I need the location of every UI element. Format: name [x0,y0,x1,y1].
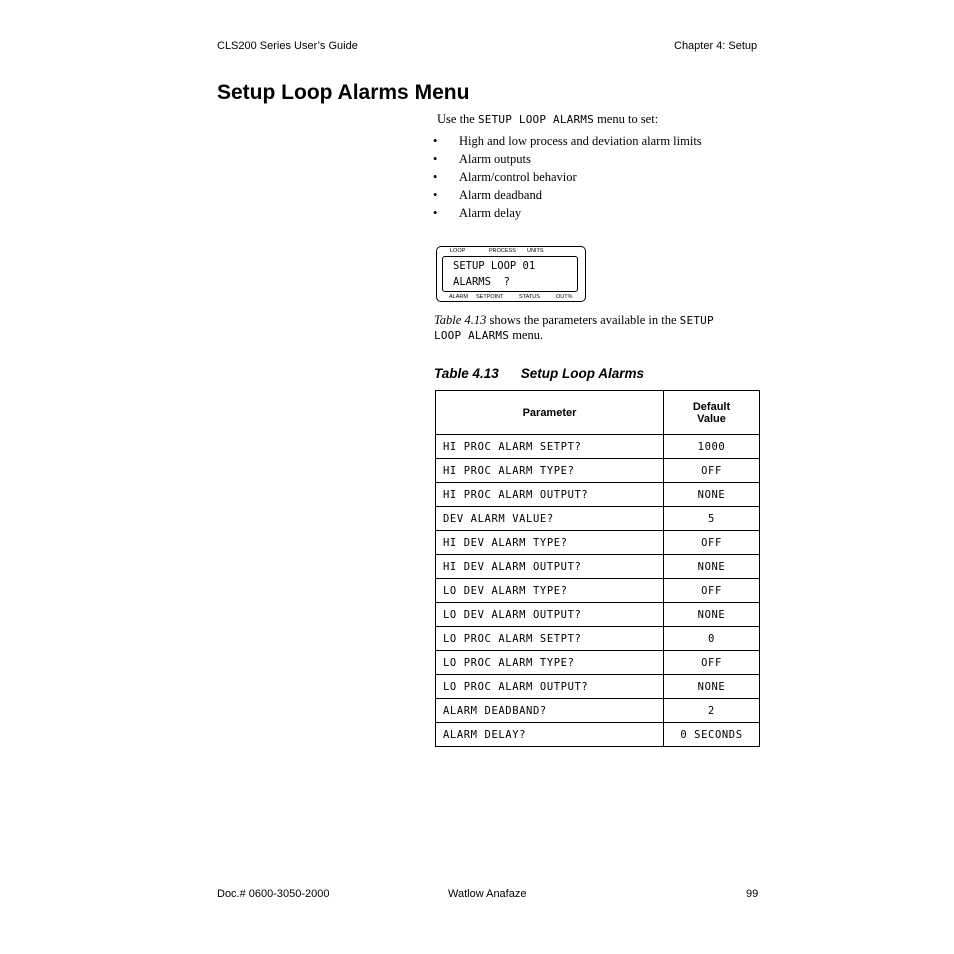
table-row [436,651,760,675]
lcd-display [436,246,586,302]
bullet-icon: • [433,206,438,220]
running-header-left: CLS200 Series User’s Guide [217,40,358,52]
paragraph-text-2: menu. [509,328,544,342]
bullet-icon: • [433,152,438,166]
list-item-text: Alarm deadband [459,188,542,202]
parameter-cell: DEV ALARM VALUE? [436,507,664,531]
lcd-line-2: ALARMS ? [453,276,510,288]
table-ref: Table 4.13 [434,313,487,327]
parameter-cell: LO PROC ALARM TYPE? [436,651,664,675]
table-caption [434,366,644,381]
paragraph-text-1: shows the parameters available in the [486,313,680,327]
alarms-table [435,390,760,747]
running-header-right: Chapter 4: Setup [674,40,758,52]
column-header-parameter: Parameter [436,391,664,435]
intro-text [437,112,658,127]
column-header-default-value [664,391,760,435]
parameter-cell: ALARM DEADBAND? [436,699,664,723]
bullet-icon: • [433,134,438,148]
header-line-value: Value [697,412,726,425]
list-item [433,168,702,186]
lcd-label-units: UNITS [527,248,544,254]
parameter-cell: HI DEV ALARM OUTPUT? [436,555,664,579]
table-row [436,507,760,531]
list-item-text: Alarm outputs [459,152,531,166]
default-value-cell: 5 [664,507,760,531]
lcd-label-setpoint: SETPOINT [476,294,504,300]
default-value-cell: NONE [664,483,760,507]
table-row [436,699,760,723]
table-header-row [436,391,760,435]
table-row [436,459,760,483]
list-item [433,186,702,204]
table-row [436,555,760,579]
table-row [436,531,760,555]
table-caption-number: Table 4.13 [434,366,499,381]
lcd-label-status: STATUS [519,294,540,300]
default-value-cell: 2 [664,699,760,723]
bullet-list [433,132,702,222]
list-item [433,150,702,168]
table-row [436,435,760,459]
list-item [433,132,702,150]
parameter-cell: HI PROC ALARM TYPE? [436,459,664,483]
default-value-cell: 1000 [664,435,760,459]
default-value-cell: NONE [664,675,760,699]
lcd-line-1: SETUP LOOP 01 [453,260,536,272]
parameter-cell: LO PROC ALARM SETPT? [436,627,664,651]
footer-doc-number: Doc.# 0600-3050-2000 [217,888,330,900]
intro-prefix: Use the [437,112,478,126]
list-item [433,204,702,222]
table-row [436,603,760,627]
default-value-cell: 0 SECONDS [664,723,760,747]
bullet-icon: • [433,188,438,202]
lcd-label-loop: LOOP [450,248,466,254]
parameter-cell: ALARM DELAY? [436,723,664,747]
table-row [436,723,760,747]
list-item-text: Alarm/control behavior [459,170,577,184]
table-reference-paragraph [434,313,764,343]
parameter-cell: HI PROC ALARM OUTPUT? [436,483,664,507]
table-row [436,579,760,603]
footer-page-number: 99 [746,888,759,900]
list-item-text: High and low process and deviation alarm limits [459,134,702,148]
default-value-cell: NONE [664,555,760,579]
lcd-screen [442,256,578,292]
default-value-cell: OFF [664,651,760,675]
lcd-label-out: OUT% [556,294,573,300]
parameter-cell: HI DEV ALARM TYPE? [436,531,664,555]
list-item-text: Alarm delay [459,206,522,220]
lcd-label-alarm: ALARM [449,294,468,300]
parameter-cell: LO DEV ALARM TYPE? [436,579,664,603]
lcd-label-process: PROCESS [489,248,516,254]
bullet-icon: • [433,170,438,184]
paragraph-code-1: SETUP [679,314,714,327]
default-value-cell: OFF [664,459,760,483]
table-row [436,627,760,651]
parameter-cell: LO DEV ALARM OUTPUT? [436,603,664,627]
footer-company: Watlow Anafaze [448,888,527,900]
page-title: Setup Loop Alarms Menu [217,81,470,104]
intro-suffix: menu to set: [593,112,659,126]
default-value-cell: NONE [664,603,760,627]
table-caption-title: Setup Loop Alarms [520,366,645,381]
header-line-default: Default [692,400,731,413]
default-value-cell: OFF [664,579,760,603]
intro-menu-code: SETUP LOOP ALARMS [477,113,594,126]
table-body [436,435,760,747]
paragraph-code-2: LOOP ALARMS [434,329,510,342]
default-value-cell: 0 [664,627,760,651]
table-row [436,675,760,699]
table-row [436,483,760,507]
parameter-cell: LO PROC ALARM OUTPUT? [436,675,664,699]
parameter-cell: HI PROC ALARM SETPT? [436,435,664,459]
default-value-cell: OFF [664,531,760,555]
